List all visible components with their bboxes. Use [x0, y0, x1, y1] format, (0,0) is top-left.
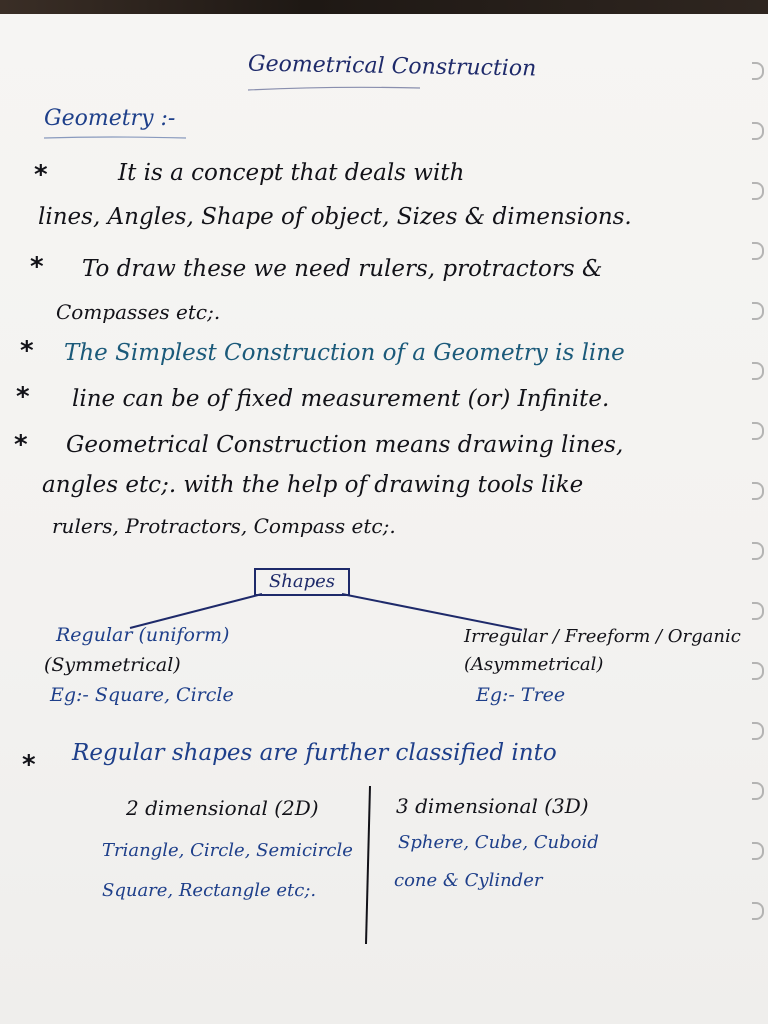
two-d-line2: Square, Rectangle etc;. — [102, 880, 317, 901]
branch-line-left — [130, 594, 262, 628]
bullet-marker: * — [20, 336, 34, 366]
regular-label: Regular (uniform) — [56, 624, 230, 646]
three-d-line2: cone & Cylinder — [394, 870, 543, 891]
notebook-page — [0, 14, 768, 1024]
heading-underline — [44, 137, 186, 138]
bullet-marker: * — [30, 252, 44, 282]
bullet-marker: * — [16, 382, 30, 412]
divider-line — [366, 786, 370, 944]
text-line: line can be of fixed measurement (or) Infinite. — [72, 386, 610, 412]
text-line: The Simplest Construction of a Geometry is line — [64, 340, 625, 366]
two-d-line1: Triangle, Circle, Semicircle — [102, 840, 353, 861]
irregular-sub: (Asymmetrical) — [464, 654, 604, 675]
irregular-label: Irregular / Freeform / Organic — [464, 626, 741, 647]
page-title: Geometrical Construction — [247, 51, 537, 82]
text-line: To draw these we need rulers, protractors & — [82, 256, 603, 282]
bullet-marker: * — [14, 430, 28, 460]
two-d-title: 2 dimensional (2D) — [126, 796, 319, 820]
text-line: It is a concept that deals with — [118, 160, 465, 186]
three-d-title: 3 dimensional (3D) — [396, 794, 589, 818]
shapes-label: Shapes — [268, 571, 336, 592]
text-line: Compasses etc;. — [56, 300, 221, 324]
title-underline — [248, 87, 420, 90]
irregular-example: Eg:- Tree — [476, 684, 566, 706]
section-heading: Geometry :- — [44, 106, 176, 131]
text-line: lines, Angles, Shape of object, Sizes & dimensions. — [38, 204, 632, 230]
three-d-line1: Sphere, Cube, Cuboid — [398, 832, 599, 853]
bullet-marker: * — [34, 160, 48, 190]
bullet-marker: * — [22, 750, 36, 780]
regular-example: Eg:- Square, Circle — [50, 684, 234, 706]
text-line: rulers, Protractors, Compass etc;. — [52, 514, 396, 538]
branch-line-right — [342, 594, 522, 630]
text-line: Geometrical Construction means drawing lines, — [66, 432, 624, 458]
classification-statement: Regular shapes are further classified into — [72, 740, 557, 766]
regular-sub: (Symmetrical) — [44, 654, 181, 676]
text-line: angles etc;. with the help of drawing tools like — [42, 472, 584, 498]
diagram-lines — [0, 14, 768, 1024]
